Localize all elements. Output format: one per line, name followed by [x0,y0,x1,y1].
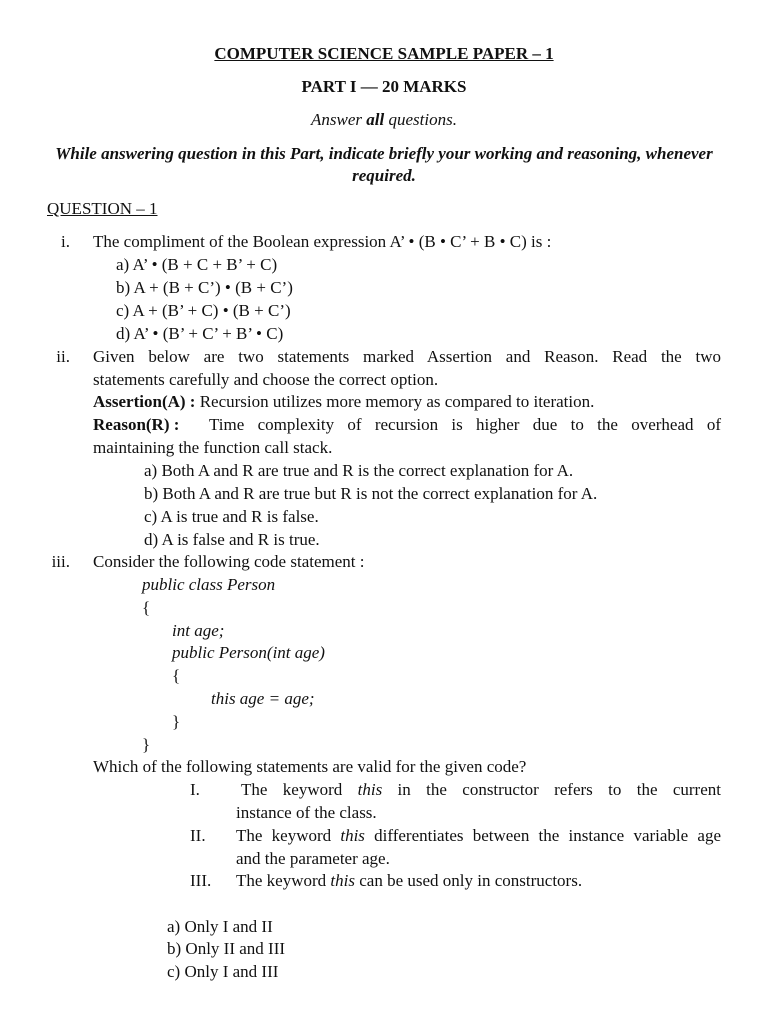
statement-2-line-1 [236,824,721,847]
q2-stem-line-2: statements carefully and choose the correct option. [93,370,439,389]
reason-label: Reason(R) : [93,415,180,434]
paper-title: COMPUTER SCIENCE SAMPLE PAPER – 1 [214,44,554,63]
q3-stem: Consider the following code statement : [93,552,365,571]
instruction-line-2: required. [352,166,416,185]
code-line: } [142,735,151,754]
statement-text: The keyword [236,826,341,845]
option-text: A is true and R is false. [160,507,319,526]
statement-text: The keyword [236,871,331,890]
option-text: Both A and R are true and R is the correct explanation for A. [161,461,574,480]
q2-assertion [93,390,594,413]
reason-line-1: Time complexity of recursion is higher due to the overhead of [209,415,721,434]
statement-text: differentiates between the instance variable age [364,826,721,845]
statement-3-line-1 [236,869,582,892]
option-label: b) [144,484,159,503]
q2-stem-line-1: Given below are two statements marked Assertion and Reason. Read the two [93,347,721,366]
code-line: public class Person [142,575,276,594]
option-text: A + (B + C’) • (B + C’) [133,278,293,297]
part-heading: PART I — 20 MARKS [301,77,467,96]
answer-instruction [0,108,768,131]
q1-option-b [116,276,293,299]
statement-1-line-1 [241,778,721,801]
option-text: Only II and III [185,939,286,958]
statement-number: I. [190,780,200,799]
statement-keyword: this [330,871,355,890]
q3-option-b [167,937,285,960]
q1-stem: The compliment of the Boolean expression A’ • (B • C’ + B • C) is : [93,232,552,251]
answer-prefix: Answer [311,110,367,129]
statement-keyword: this [357,780,383,799]
code-line: public Person(int age) [172,643,325,662]
option-label: c) [167,962,181,981]
option-label: b) [167,939,182,958]
option-text: A’ • (B + C + B’ + C) [132,255,278,274]
q1-number: i. [61,232,70,251]
option-text: A’ • (B’ + C’ + B’ • C) [133,324,284,343]
q1-option-a [116,253,277,276]
option-label: a) [144,461,158,480]
q2-option-d [144,528,320,551]
option-text: A + (B’ + C) • (B + C’) [132,301,291,320]
option-text: Only I and III [184,962,279,981]
option-label: b) [116,278,131,297]
option-text: Both A and R are true but R is not the correct explanation for A. [162,484,598,503]
statement-2-line-2: and the parameter age. [236,849,390,868]
option-text: Only I and II [184,917,273,936]
statement-1-line-2: instance of the class. [236,803,377,822]
option-label: c) [144,507,158,526]
instruction-line-1: While answering question in this Part, indicate briefly your working and reasoning, whenever [55,144,713,163]
option-label: a) [116,255,130,274]
code-line: } [172,712,181,731]
q2-number: ii. [56,347,70,366]
code-line: { [172,666,181,685]
statement-number: II. [190,826,206,845]
q3-option-a [167,915,273,938]
code-line: int age; [172,621,225,640]
reason-line-2: maintaining the function call stack. [93,438,333,457]
assertion-label: Assertion(A) : [93,392,196,411]
q1-option-c [116,299,291,322]
q3-number: iii. [51,552,70,571]
assertion-text: Recursion utilizes more memory as compared to iteration. [195,392,595,411]
q1-option-d [116,322,283,345]
option-text: A is false and R is true. [161,530,320,549]
option-label: c) [116,301,130,320]
q2-option-c [144,505,319,528]
q2-option-b [144,482,597,505]
code-line: this age = age; [211,689,315,708]
q3-option-c [167,960,278,983]
option-label: a) [167,917,181,936]
statement-number: III. [190,871,212,890]
statement-text: in the constructor refers to the current [382,780,721,799]
q3-prompt: Which of the following statements are valid for the given code? [93,757,527,776]
statement-text: The keyword [241,780,358,799]
code-line: { [142,598,151,617]
statement-text: can be used only in constructors. [354,871,583,890]
statement-keyword: this [340,826,365,845]
answer-all: all [366,110,385,129]
option-label: d) [144,530,159,549]
question-label: QUESTION – 1 [47,199,158,218]
answer-suffix: questions. [384,110,457,129]
q2-option-a [144,459,573,482]
option-label: d) [116,324,131,343]
